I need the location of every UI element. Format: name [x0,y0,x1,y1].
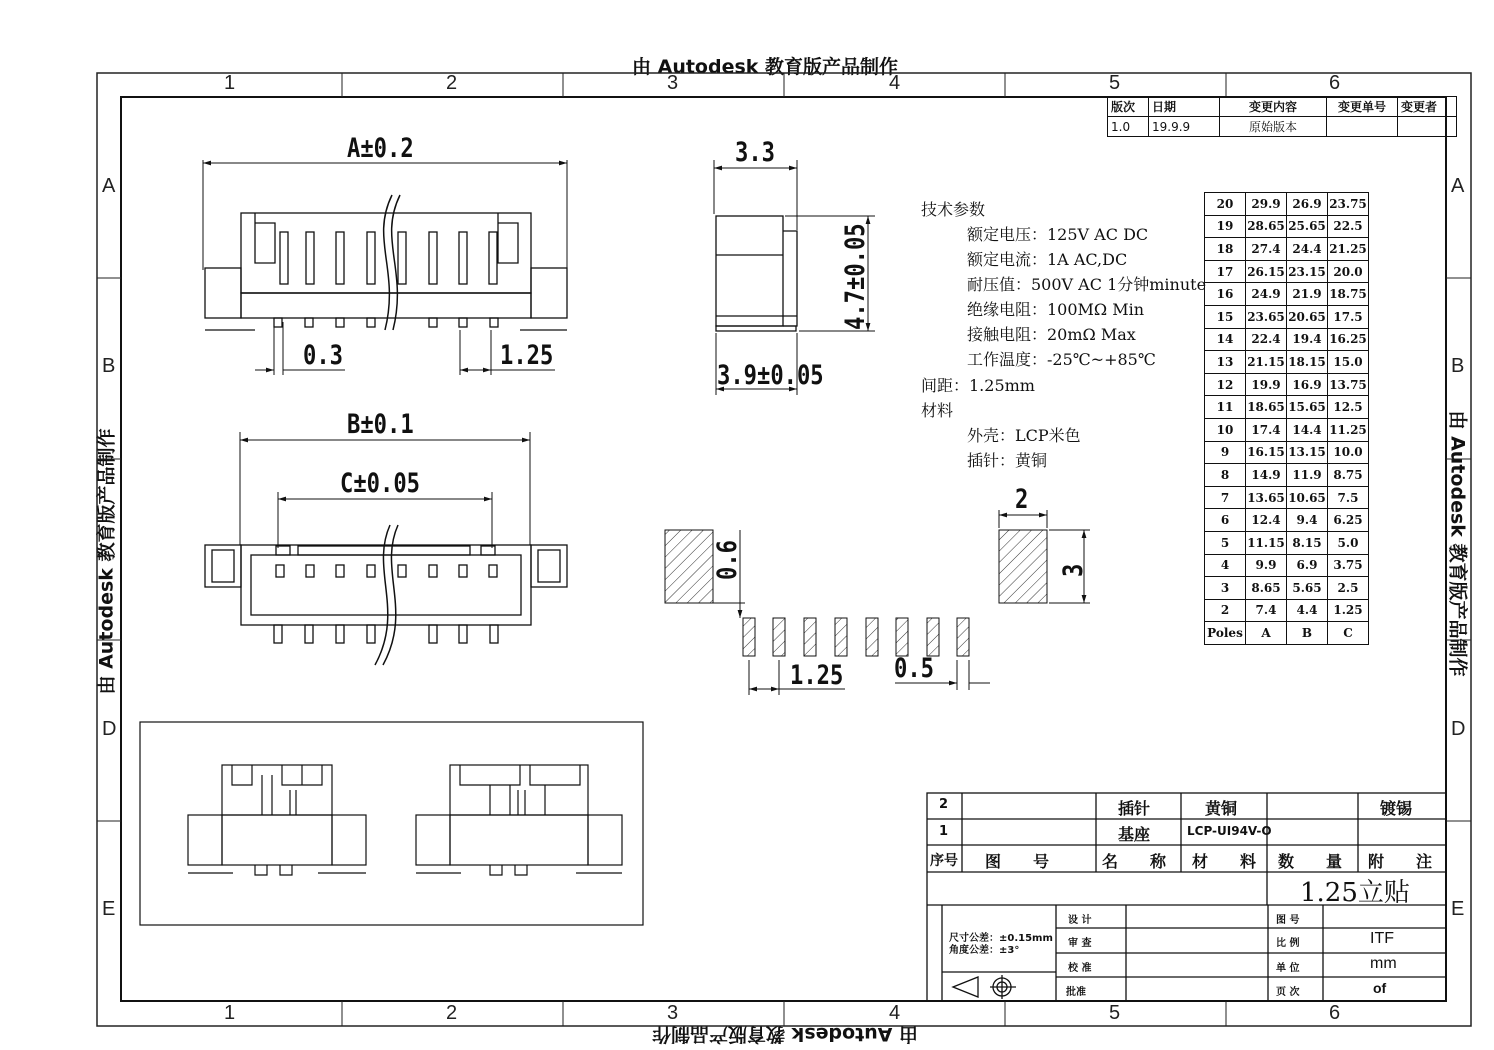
spec-housing: 外壳：LCP米色 [967,426,1081,445]
revision-table [1107,96,1457,137]
zone-row-a: A [102,175,116,197]
detail-box [140,722,643,925]
poles-cell: 7.5 [1328,486,1369,509]
revision-changer [1398,117,1457,137]
poles-cell: 19 [1205,215,1246,238]
zone-row-d: D [102,718,117,740]
poles-cell: 4 [1205,554,1246,577]
bom-row2-material: 黄铜 [1205,799,1238,818]
poles-header-cell: A [1246,622,1287,645]
dim-pad-pitch: 1.25 [790,660,844,691]
poles-cell: 23.75 [1328,193,1369,216]
revision-header-changer: 变更者 [1398,97,1457,117]
poles-cell: 8.75 [1328,464,1369,487]
poles-cell: 22.5 [1328,215,1369,238]
dim-c: C±0.05 [340,468,420,499]
zone-col-5: 5 [1109,72,1121,94]
value-unit: mm [1370,955,1397,972]
poles-row [1205,441,1369,464]
poles-cell: 11 [1205,396,1246,419]
poles-cell: 12.4 [1246,509,1287,532]
zone-col-4-bottom: 4 [889,1002,901,1024]
poles-cell: 6.25 [1328,509,1369,532]
poles-table [1204,192,1369,645]
poles-cell: 5.0 [1328,531,1369,554]
side-view [716,216,797,331]
dim-pitch-top: 1.25 [500,340,554,371]
revision-change-no [1327,117,1398,137]
revision-content: 原始版本 [1220,117,1327,137]
bom-header-no: 序号 [930,853,958,869]
zone-col-2-bottom: 2 [446,1002,458,1024]
label-check: 校 准 [1068,963,1092,974]
poles-cell: 15.0 [1328,351,1369,374]
spec-contact: 接触电阻：20mΩ Max [967,325,1136,344]
watermark-left: 由 Autodesk 教育版产品制作 [95,428,118,695]
dim-side-depth: 3.9±0.05 [717,360,824,391]
poles-cell: 14.4 [1287,418,1328,441]
bom-row1-no: 1 [939,824,949,839]
poles-cell: 27.4 [1246,238,1287,261]
poles-cell: 21.15 [1246,351,1287,374]
poles-row [1205,464,1369,487]
tolerance-linear: 尺寸公差：±0.15mm [949,933,1053,944]
poles-cell: 5.65 [1287,577,1328,600]
poles-cell: 10.0 [1328,441,1369,464]
poles-cell: 12.5 [1328,396,1369,419]
poles-cell: 13 [1205,351,1246,374]
value-scale: ITF [1370,930,1394,947]
poles-row [1205,283,1369,306]
poles-header-cell: C [1328,622,1369,645]
bom-header-material: 材 料 [1192,852,1257,871]
bom-header-drawing: 图 号 [985,852,1050,871]
poles-row [1205,486,1369,509]
bom-header-name: 名 称 [1102,852,1167,871]
zone-col-6-bottom: 6 [1329,1002,1341,1024]
poles-header-cell: Poles [1205,622,1246,645]
poles-cell: 20.0 [1328,260,1369,283]
revision-header-version: 版次 [1108,97,1149,117]
revision-date: 19.9.9 [1149,117,1220,137]
label-drawing-no: 图 号 [1276,915,1300,926]
zone-col-1-bottom: 1 [224,1002,236,1024]
revision-header-content: 变更内容 [1220,97,1327,117]
spec-current: 额定电流：1A AC,DC [967,250,1128,269]
poles-cell: 3 [1205,577,1246,600]
poles-cell: 6 [1205,509,1246,532]
label-review: 审 查 [1068,938,1092,949]
dim-side-height: 4.7±0.05 [840,223,871,330]
poles-cell: 20.65 [1287,305,1328,328]
poles-cell: 17 [1205,260,1246,283]
poles-row [1205,351,1369,374]
dim-tab-width: 2 [1015,484,1029,515]
watermark-right: 由 Autodesk 教育版产品制作 [1446,410,1469,677]
spec-withstand: 耐压值：500V AC 1分钟minute [967,275,1207,294]
poles-cell: 16 [1205,283,1246,306]
watermark-top: 由 Autodesk 教育版产品制作 [632,56,899,78]
zone-col-2: 2 [446,72,458,94]
watermark-bottom: 由 Autodesk 教育版产品制作 [652,1023,919,1045]
poles-cell: 17.4 [1246,418,1287,441]
poles-row [1205,509,1369,532]
poles-row [1205,238,1369,261]
label-approve: 批准 [1066,987,1086,998]
poles-row [1205,531,1369,554]
poles-cell: 23.15 [1287,260,1328,283]
poles-row [1205,554,1369,577]
label-scale: 比 例 [1276,938,1300,949]
poles-row [1205,260,1369,283]
spec-material-heading: 材料 [921,401,954,420]
poles-row [1205,328,1369,351]
zone-col-3: 3 [667,72,679,94]
poles-cell: 9.9 [1246,554,1287,577]
poles-cell: 21.9 [1287,283,1328,306]
dim-pin-width: 0.3 [303,340,344,371]
drawing-title: 1.25立贴 [1300,878,1410,908]
dim-a: A±0.2 [347,133,414,164]
poles-cell: 14.9 [1246,464,1287,487]
poles-row [1205,193,1369,216]
zone-row-e: E [102,898,116,920]
poles-cell: 10 [1205,418,1246,441]
tolerance-angle: 角度公差：±3° [949,945,1020,956]
poles-cell: 5 [1205,531,1246,554]
zone-row-e-right: E [1451,898,1465,920]
poles-cell: 4.4 [1287,599,1328,622]
poles-cell: 20 [1205,193,1246,216]
dim-tab-height: 3 [1058,563,1089,577]
poles-footer-row [1205,622,1369,645]
poles-cell: 18.15 [1287,351,1328,374]
poles-cell: 11.15 [1246,531,1287,554]
poles-header-cell: B [1287,622,1328,645]
poles-row [1205,305,1369,328]
poles-cell: 13.15 [1287,441,1328,464]
poles-cell: 6.9 [1287,554,1328,577]
poles-row [1205,577,1369,600]
spec-insulation: 绝缘电阻：100MΩ Min [967,300,1145,319]
zone-col-3-bottom: 3 [667,1002,679,1024]
label-unit: 单 位 [1276,963,1300,974]
poles-row [1205,599,1369,622]
dim-b: B±0.1 [347,409,414,440]
poles-cell: 11.9 [1287,464,1328,487]
revision-header-change-no: 变更单号 [1327,97,1398,117]
poles-cell: 16.9 [1287,373,1328,396]
poles-cell: 22.4 [1246,328,1287,351]
poles-cell: 16.25 [1328,328,1369,351]
poles-row [1205,418,1369,441]
dim-pad-width: 0.5 [894,653,935,684]
poles-cell: 15 [1205,305,1246,328]
poles-cell: 21.25 [1328,238,1369,261]
zone-row-a-right: A [1451,175,1465,197]
spec-voltage: 额定电压：125V AC DC [967,225,1149,244]
zone-row-b-right: B [1451,355,1465,377]
bom-header-note: 附 注 [1368,852,1433,871]
front-view-connector [205,525,567,665]
poles-cell: 18.75 [1328,283,1369,306]
zone-row-d-right: D [1451,718,1466,740]
bom-row1-material: LCP-UI94V-O [1187,824,1272,838]
poles-cell: 28.65 [1246,215,1287,238]
poles-cell: 13.75 [1328,373,1369,396]
poles-cell: 7 [1205,486,1246,509]
poles-cell: 7.4 [1246,599,1287,622]
poles-cell: 12 [1205,373,1246,396]
spec-pitch: 间距：1.25mm [921,376,1035,395]
poles-cell: 19.4 [1287,328,1328,351]
bom-row2-no: 2 [939,797,949,812]
poles-cell: 9 [1205,441,1246,464]
zone-col-5-bottom: 5 [1109,1002,1121,1024]
zone-col-4: 4 [889,72,901,94]
dim-pad-height: 0.6 [712,539,743,580]
poles-cell: 16.15 [1246,441,1287,464]
dim-side-width: 3.3 [735,137,776,168]
poles-row [1205,396,1369,419]
bom-row1-name: 基座 [1118,825,1151,844]
poles-cell: 3.75 [1328,554,1369,577]
poles-cell: 8.65 [1246,577,1287,600]
value-sheet: of [1373,980,1387,996]
poles-cell: 26.15 [1246,260,1287,283]
zone-row-b: B [102,355,116,377]
bom-header-qty: 数 量 [1278,852,1343,871]
poles-cell: 2.5 [1328,577,1369,600]
label-design: 设 计 [1068,915,1092,926]
poles-cell: 19.9 [1246,373,1287,396]
poles-cell: 14 [1205,328,1246,351]
poles-cell: 18 [1205,238,1246,261]
poles-cell: 8 [1205,464,1246,487]
revision-header-date: 日期 [1149,97,1220,117]
poles-row [1205,215,1369,238]
poles-cell: 13.65 [1246,486,1287,509]
zone-col-6: 6 [1329,72,1341,94]
poles-cell: 11.25 [1328,418,1369,441]
poles-cell: 23.65 [1246,305,1287,328]
top-view-connector [205,195,567,330]
poles-cell: 1.25 [1328,599,1369,622]
poles-cell: 9.4 [1287,509,1328,532]
poles-cell: 2 [1205,599,1246,622]
bom-row2-note: 镀锡 [1380,799,1413,818]
bom-row2-name: 插针 [1118,799,1151,818]
poles-cell: 29.9 [1246,193,1287,216]
spec-heading: 技术参数 [921,200,986,219]
spec-pin: 插针：黄铜 [967,451,1048,470]
poles-cell: 18.65 [1246,396,1287,419]
poles-cell: 17.5 [1328,305,1369,328]
poles-cell: 15.65 [1287,396,1328,419]
poles-cell: 25.65 [1287,215,1328,238]
poles-cell: 24.4 [1287,238,1328,261]
footprint [665,510,1090,695]
poles-cell: 10.65 [1287,486,1328,509]
poles-cell: 24.9 [1246,283,1287,306]
poles-row [1205,373,1369,396]
label-sheet: 页 次 [1276,987,1300,998]
poles-cell: 26.9 [1287,193,1328,216]
spec-temperature: 工作温度：-25℃~+85℃ [967,350,1156,369]
poles-cell: 8.15 [1287,531,1328,554]
zone-col-1: 1 [224,72,236,94]
revision-version: 1.0 [1108,117,1149,137]
